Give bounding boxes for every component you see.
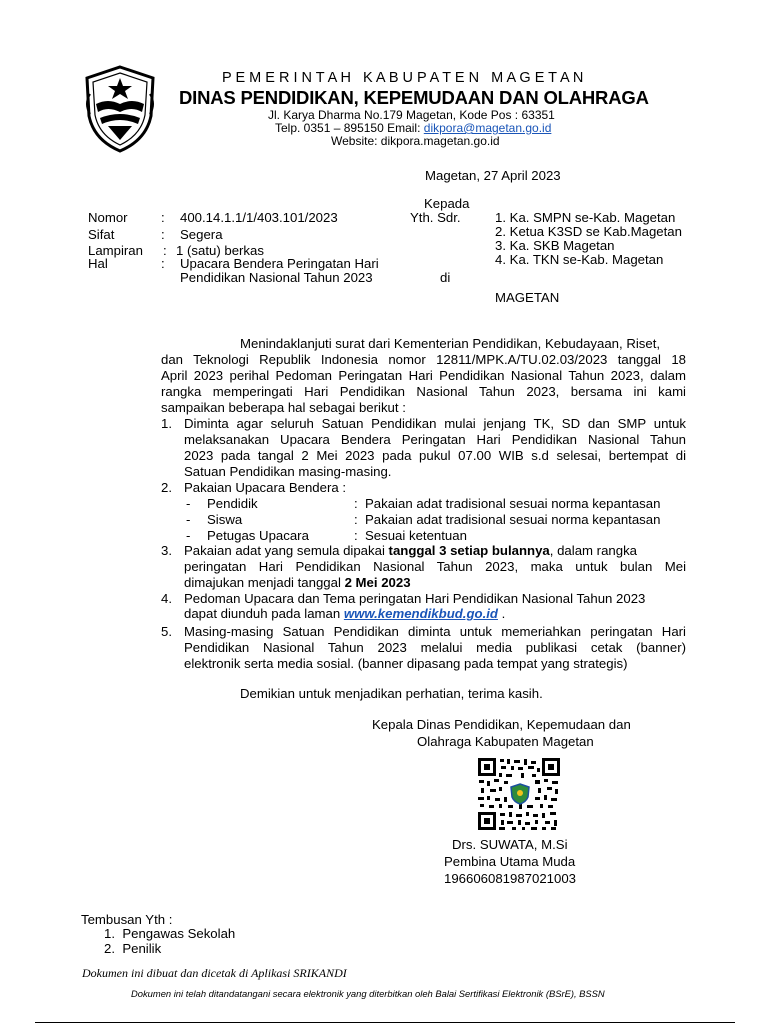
recipient-di: di bbox=[440, 270, 451, 285]
sifat-value: Segera bbox=[180, 227, 223, 242]
lampiran-label: Lampiran bbox=[88, 243, 143, 258]
intro-line: April 2023 perihal Pedoman Peringatan Hari Pendidikan Nasional Tahun 2023, dalam bbox=[161, 368, 686, 383]
meta-colon: : bbox=[161, 210, 165, 225]
item3-bold: tanggal 3 setiap bulannya bbox=[388, 543, 550, 558]
signatory-rank: Pembina Utama Muda bbox=[444, 854, 576, 869]
attire-desc: Sesuai ketentuan bbox=[365, 528, 467, 543]
meta-colon: : bbox=[163, 243, 167, 258]
item5-line: Masing-masing Satuan Pendidikan diminta untuk memeriahkan peringatan Hari bbox=[184, 624, 686, 639]
item3-line-1 bbox=[184, 543, 637, 558]
item1-line: melaksanakan Upacara Bendera Peringatan Hari Pendidikan Nasional Tahun bbox=[184, 432, 686, 447]
signature-title-1: Kepala Dinas Pendidikan, Kepemudaan dan bbox=[372, 717, 631, 732]
cc-item: 1. Pengawas Sekolah bbox=[104, 926, 236, 941]
intro-line: sampaikan beberapa hal sebagai berikut : bbox=[161, 400, 406, 415]
attire-role: Petugas Upacara bbox=[207, 528, 309, 543]
attire-dash: - bbox=[186, 496, 191, 511]
kemendikbud-link[interactable]: www.kemendikbud.go.id bbox=[343, 606, 498, 621]
nomor-label: Nomor bbox=[88, 210, 128, 225]
hal-value-2: Pendidikan Nasional Tahun 2023 bbox=[180, 270, 373, 285]
recipient-item: 2. Ketua K3SD se Kab.Magetan bbox=[495, 224, 682, 239]
header-agency: DINAS PENDIDIKAN, KEPEMUDAAN DAN OLAHRAGA bbox=[179, 87, 649, 108]
item5-line: elektronik serta media sosial. (banner dipasang pada tempat yang strategis) bbox=[184, 656, 628, 671]
item-number: 4. bbox=[161, 591, 172, 606]
attire-desc: Pakaian adat tradisional sesuai norma kepantasan bbox=[365, 496, 661, 511]
item4-end: . bbox=[497, 606, 506, 621]
recipient-kepada: Kepada bbox=[424, 196, 470, 211]
header-website: Website: dikpora.magetan.go.id bbox=[331, 134, 500, 148]
cc-item: 2. Penilik bbox=[104, 941, 162, 956]
signatory-nip: 196606081987021003 bbox=[444, 871, 577, 886]
item3-line-2: peringatan Hari Pendidikan Nasional Tahun 2023, maka untuk bulan Mei bbox=[184, 559, 686, 574]
recipient-place: MAGETAN bbox=[495, 290, 560, 305]
item-number: 3. bbox=[161, 543, 172, 558]
item3-date: 2 Mei 2023 bbox=[344, 575, 411, 590]
item1-line: Diminta agar seluruh Satuan Pendidikan mulai jenjang TK, SD dan SMP untuk bbox=[184, 416, 686, 431]
header-government: P E M E R I N T A H K A B U P A T E N M A G E T A N bbox=[222, 70, 584, 86]
header-contact bbox=[275, 121, 551, 135]
sifat-label: Sifat bbox=[88, 227, 115, 242]
attire-colon: : bbox=[354, 512, 358, 527]
regency-emblem-logo bbox=[80, 64, 160, 154]
recipient-item: 3. Ka. SKB Magetan bbox=[495, 238, 615, 253]
lampiran-value: 1 (satu) berkas bbox=[176, 243, 264, 258]
recipient-yth: Yth. Sdr. bbox=[410, 210, 461, 225]
meta-colon: : bbox=[161, 256, 165, 271]
header-phone: Telp. 0351 – 895150 Email: bbox=[275, 121, 424, 135]
item3-text-c: dimajukan menjadi tanggal bbox=[184, 575, 345, 590]
attire-dash: - bbox=[186, 528, 191, 543]
attire-role: Siswa bbox=[207, 512, 243, 527]
hal-label: Hal bbox=[88, 256, 108, 271]
intro-line: rangka memperingati Hari Pendidikan Nasional Tahun 2023, bersama ini kami bbox=[161, 384, 686, 399]
meta-colon: : bbox=[161, 227, 165, 242]
header-address: Jl. Karya Dharma No.179 Magetan, Kode Pos : 63351 bbox=[268, 108, 555, 122]
item5-line: Pendidikan Nasional Tahun 2023 melalui media publikasi cetak (banner) bbox=[184, 640, 686, 655]
footer-bsre-note: Dokumen ini telah ditandatangani secara elektronik yang diterbitkan oleh Balai Sertifikasi Elektronik (BSrE), BSSN bbox=[131, 988, 605, 999]
attire-dash: - bbox=[186, 512, 191, 527]
letter-date: Magetan, 27 April 2023 bbox=[425, 168, 561, 183]
footer-divider bbox=[35, 1022, 735, 1023]
item4-line-1: Pedoman Upacara dan Tema peringatan Hari Pendidikan Nasional Tahun 2023 bbox=[184, 591, 646, 606]
closing: Demikian untuk menjadikan perhatian, terima kasih. bbox=[240, 686, 543, 701]
intro-line: Menindaklanjuti surat dari Kementerian Pendidikan, Kebudayaan, Riset, bbox=[240, 336, 661, 351]
item4-line-2 bbox=[184, 606, 505, 621]
item-number: 5. bbox=[161, 624, 172, 639]
item-number: 1. bbox=[161, 416, 172, 431]
recipient-item: 1. Ka. SMPN se-Kab. Magetan bbox=[495, 210, 676, 225]
recipient-item: 4. Ka. TKN se-Kab. Magetan bbox=[495, 252, 664, 267]
item1-line: Satuan Pendidikan masing-masing. bbox=[184, 464, 392, 479]
item-number: 2. bbox=[161, 480, 172, 495]
attire-desc: Pakaian adat tradisional sesuai norma kepantasan bbox=[365, 512, 661, 527]
item1-line: 2023 pada tangal 2 Mei 2023 pada pukul 07.00 WIB s.d selesai, bertempat di bbox=[184, 448, 686, 463]
intro-line: dan Teknologi Republik Indonesia nomor 12811/MPK.A/TU.02.03/2023 tanggal 18 bbox=[161, 352, 686, 367]
footer-app-note: Dokumen ini dibuat dan dicetak di Aplikasi SRIKANDI bbox=[82, 966, 347, 980]
item3-line-3 bbox=[184, 575, 411, 590]
hal-value-1: Upacara Bendera Peringatan Hari bbox=[180, 256, 379, 271]
signatory-name: Drs. SUWATA, M.Si bbox=[452, 837, 568, 852]
header-email-link[interactable]: dikpora@magetan.go.id bbox=[423, 121, 552, 135]
attire-colon: : bbox=[354, 496, 358, 511]
attire-role: Pendidik bbox=[207, 496, 258, 511]
item4-text: dapat diunduh pada laman bbox=[184, 606, 344, 621]
item3-text-a: Pakaian adat yang semula dipakai bbox=[184, 543, 389, 558]
qr-code-signature bbox=[477, 757, 561, 831]
item3-text-b: , dalam rangka bbox=[549, 543, 637, 558]
cc-title: Tembusan Yth : bbox=[81, 912, 173, 927]
attire-colon: : bbox=[354, 528, 358, 543]
signature-title-2: Olahraga Kabupaten Magetan bbox=[417, 734, 594, 749]
nomor-value: 400.14.1.1/1/403.101/2023 bbox=[180, 210, 338, 225]
item2-title: Pakaian Upacara Bendera : bbox=[184, 480, 347, 495]
